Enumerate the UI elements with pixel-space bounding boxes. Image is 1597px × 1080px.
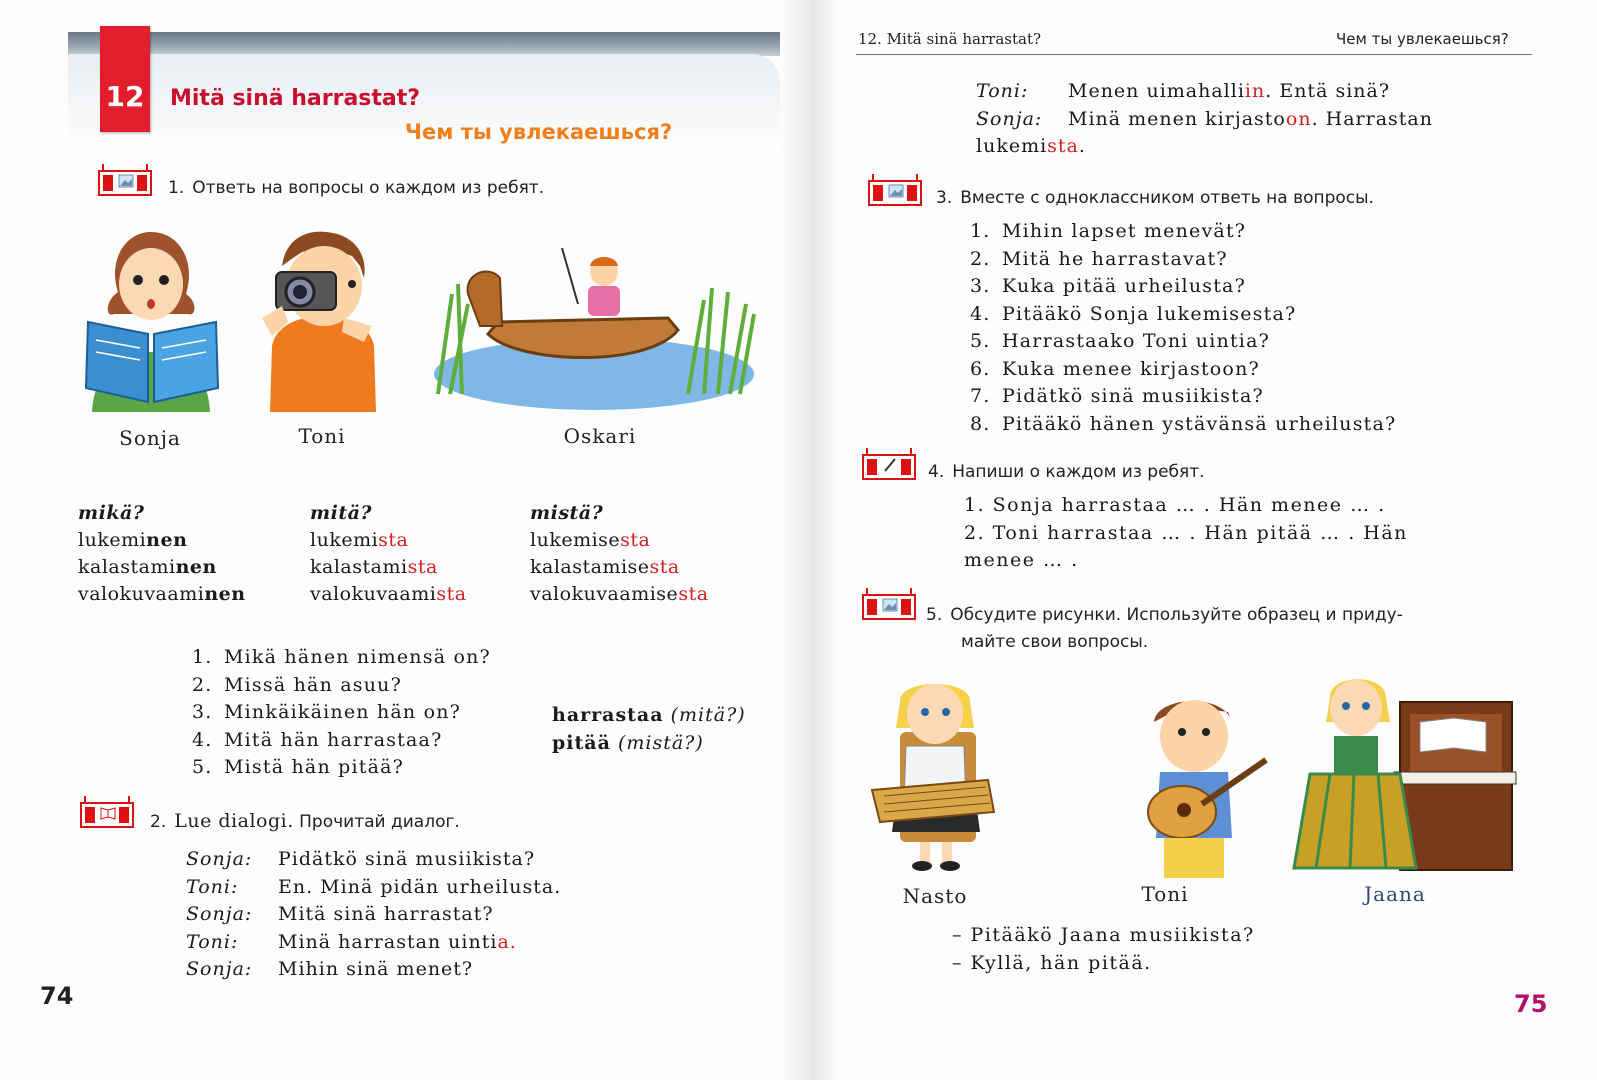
dialog-line: Toni: Menen uimahalliin. Entä sinä? xyxy=(976,80,1391,102)
dialog-line: – Pitääkö Jaana musiikista? xyxy=(952,924,1255,946)
dialog-line: Toni: Minä harrastan uintia. xyxy=(186,930,517,953)
list-item: 3. Kuka pitää urheilusta? xyxy=(970,275,1246,297)
oskari-fishing-illustration xyxy=(428,244,760,410)
list-item: 5. Mistä hän pitää? xyxy=(192,756,405,778)
list-item: 2. Missä hän asuu? xyxy=(192,673,402,696)
jaana-piano-illustration xyxy=(1290,668,1520,878)
list-item: 4. Mitä hän harrastaa? xyxy=(192,728,443,751)
page-number-left: 74 xyxy=(40,982,74,1010)
list-item: 1. Mikä hänen nimensä on? xyxy=(192,646,491,668)
dialog-line: Sonja: Pidätkö sinä musiikista? xyxy=(186,848,536,870)
dialog-line: lukemista. xyxy=(976,135,1086,157)
pencil-icon xyxy=(862,448,916,480)
list-item: 3. Minkäikäinen hän on? xyxy=(192,701,462,723)
toni-guitar-illustration xyxy=(1124,688,1274,884)
lesson-number-badge: 12 xyxy=(100,26,150,132)
book-icon xyxy=(80,796,134,828)
task-3-instruction: 3. Вместе с одноклассником ответь на вопросы. xyxy=(936,188,1374,208)
dialog-sonja-toni xyxy=(186,846,561,984)
list-item: 2. Mitä he harrastavat? xyxy=(970,247,1228,270)
task-4-instruction: 4. Напиши о каждом из ребят. xyxy=(928,462,1205,482)
lesson-title-fi: Mitä sinä harrastat? xyxy=(170,86,421,111)
picture-icon xyxy=(98,164,152,196)
running-head-fi: 12. Mitä sinä harrastat? xyxy=(858,30,1042,48)
caption-jaana: Jaana xyxy=(1364,882,1426,906)
personal-questions-list xyxy=(192,644,491,782)
running-head-rule xyxy=(856,54,1532,55)
grammar-column-mika: mikä? lukeminen kalastaminen valokuvaaminen xyxy=(78,502,246,605)
sonja-reading-illustration xyxy=(78,222,224,412)
dialog-continuation xyxy=(976,78,1433,161)
sample-dialog xyxy=(952,922,1255,977)
list-item: 1. Sonja harrastaa … . Hän menee … . xyxy=(964,494,1386,516)
list-item: 4. Pitääkö Sonja lukemisesta? xyxy=(970,302,1297,325)
book-gutter xyxy=(780,0,840,1080)
dialog-line: Sonja: Mitä sinä harrastat? xyxy=(186,903,494,925)
grammar-column-mista: mistä? lukemisesta kalastamisesta valokuvaamisesta xyxy=(530,502,709,605)
grammar-column-mita: mitä? lukemista kalastamista valokuvaamista xyxy=(310,502,467,605)
nasto-kantele-illustration xyxy=(870,672,1000,872)
dialog-line: Sonja: Mihin sinä menet? xyxy=(186,958,474,980)
verb-government-notes xyxy=(552,702,746,757)
list-item: 8. Pitääkö hänen ystävänsä urheilusta? xyxy=(970,412,1397,435)
toni-camera-illustration xyxy=(252,226,392,412)
dialog-line: – Kyllä, hän pitää. xyxy=(952,951,1152,974)
dialog-line: Toni: En. Minä pidän urheilusta. xyxy=(186,875,562,898)
running-head-ru: Чем ты увлекаешься? xyxy=(1336,30,1509,48)
task-5-instruction: 5. Обсудите рисунки. Используйте образец и приду- майте свои вопросы. xyxy=(926,605,1403,652)
lesson-title-ru: Чем ты увлекаешься? xyxy=(405,120,673,144)
task-4-lines xyxy=(964,492,1408,575)
verb-note-pitaa: pitää (mistä?) xyxy=(552,731,704,754)
list-item: 1. Mihin lapset menevät? xyxy=(970,220,1247,242)
caption-oskari: Oskari xyxy=(563,424,637,448)
list-item: menee … . xyxy=(964,549,1079,571)
task-3-questions-list xyxy=(970,218,1396,438)
task-2-instruction: 2. Lue dialogi. Прочитай диалог. xyxy=(150,810,460,832)
caption-toni-right: Toni xyxy=(1141,882,1189,906)
caption-toni: Toni xyxy=(298,424,346,448)
page-number-right: 75 xyxy=(1514,990,1548,1018)
dialog-line: Sonja: Minä menen kirjastoon. Harrastan xyxy=(976,107,1433,130)
list-item: 7. Pidätkö sinä musiikista? xyxy=(970,385,1264,407)
caption-nasto: Nasto xyxy=(902,884,968,908)
task-1-instruction: 1. Ответь на вопросы о каждом из ребят. xyxy=(168,178,545,198)
caption-sonja: Sonja xyxy=(119,426,181,450)
list-item: 6. Kuka menee kirjastoon? xyxy=(970,357,1260,380)
picture-icon xyxy=(868,174,922,206)
list-item: 2. Toni harrastaa … . Hän pitää … . Hän xyxy=(964,521,1408,544)
picture-icon xyxy=(862,588,916,620)
verb-note-harrastaa: harrastaa (mitä?) xyxy=(552,704,746,726)
list-item: 5. Harrastaako Toni uintia? xyxy=(970,330,1270,352)
